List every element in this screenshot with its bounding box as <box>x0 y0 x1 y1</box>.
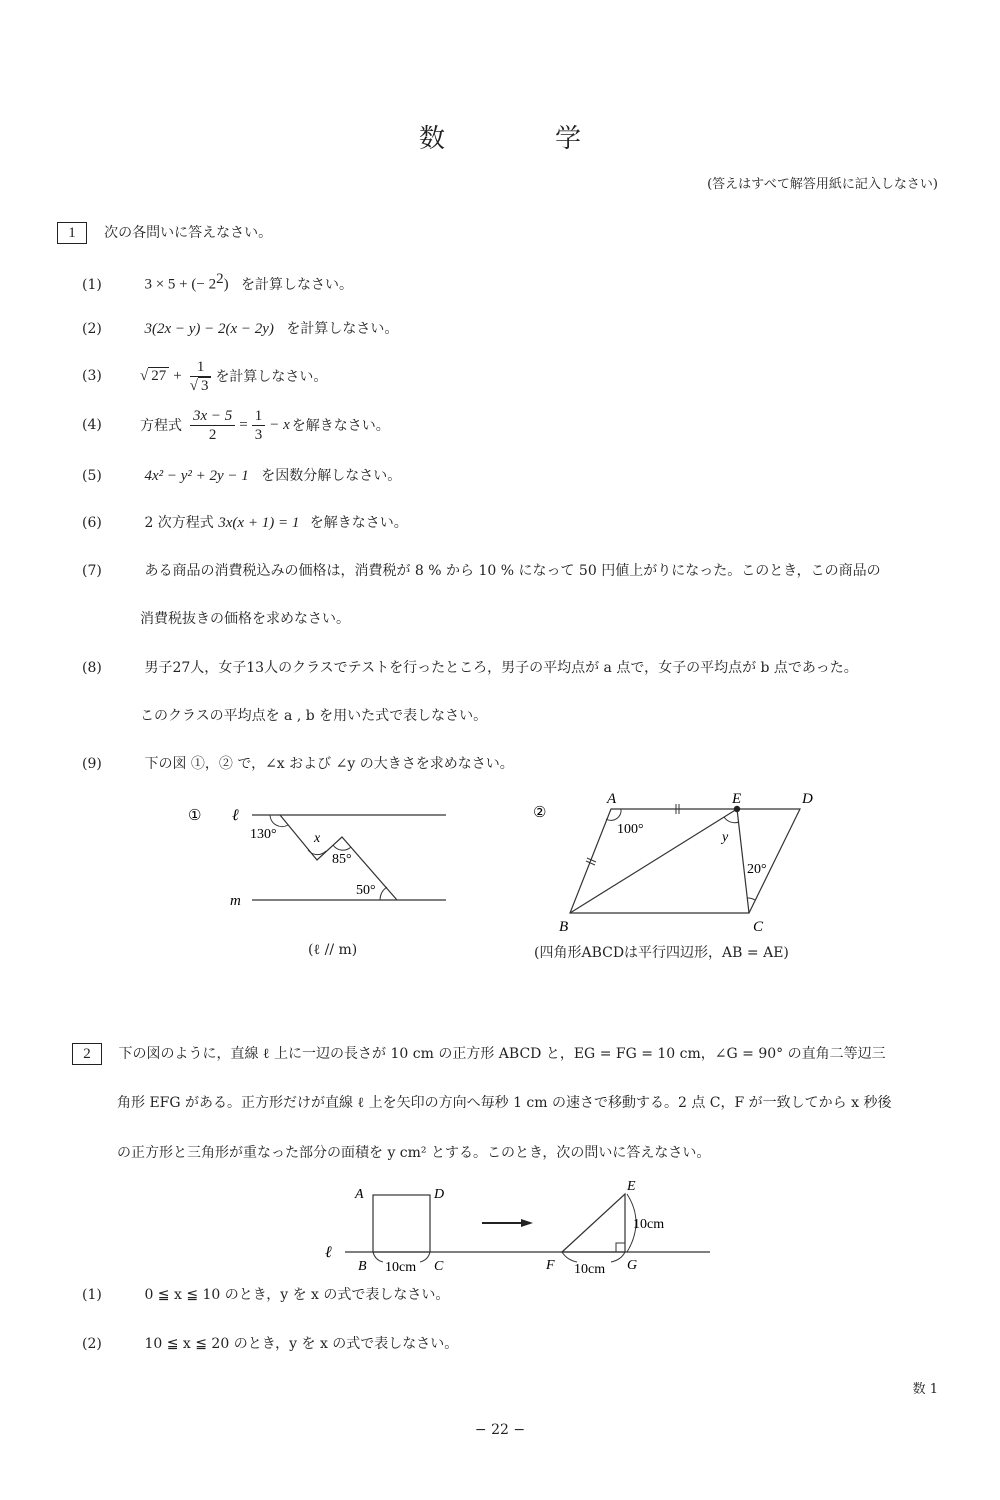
section2-text-line1: 下の図のように，直線 ℓ 上に一辺の長さが 10 cm の正方形 ABCD と，EG = FG = 10 cm，∠G = 90° の直角二等辺三 <box>118 1046 886 1062</box>
rhs-fraction <box>252 407 266 444</box>
triangle-height-length: 10cm <box>633 1217 665 1232</box>
side-brace-left <box>373 1252 383 1262</box>
denominator: 2 <box>208 426 217 443</box>
square-side-length: 10cm <box>385 1260 417 1275</box>
page-number: − 22 − <box>474 1422 526 1438</box>
square-vertex-a: A <box>355 1187 364 1202</box>
figure-1-caption: (ℓ // m) <box>308 942 358 958</box>
question-text: を解きなさい。 <box>291 418 390 434</box>
angle-130-label: 130° <box>250 827 277 842</box>
question-number: (4) <box>82 417 102 433</box>
question-number: (3) <box>82 368 102 384</box>
question-text: を解きなさい。 <box>309 515 408 531</box>
question-1-9 <box>82 753 514 773</box>
question-1-7 <box>82 560 881 580</box>
question-number: (5) <box>82 468 102 484</box>
line-l-label: ℓ <box>325 1244 332 1261</box>
question-2-1 <box>82 1284 449 1304</box>
section2-line2: 角形 EFG がある。正方形だけが直線 ℓ 上を矢印の方向へ毎秒 1 cm の速さで移動する。2 点 C，F が一致してから x 秒後 <box>117 1095 892 1111</box>
segment-be <box>570 809 737 913</box>
vertex-d-label: D <box>802 791 813 807</box>
section1-number-box: 1 <box>57 222 87 244</box>
question-2-2 <box>82 1333 458 1353</box>
square-vertex-c: C <box>434 1259 444 1274</box>
math-expression: 3 × 5 + (− 2 <box>144 276 217 293</box>
question-text-line1: 下の図 ①，② で，∠x および ∠y の大きさを求めなさい。 <box>144 756 514 772</box>
sqrt-27: √ 27 <box>140 368 169 385</box>
square-abcd <box>373 1195 430 1252</box>
question-1-6 <box>82 512 408 532</box>
triangle-vertex-e: E <box>627 1179 636 1194</box>
vertex-c-label: C <box>753 919 764 935</box>
superscript: 2 <box>216 271 224 287</box>
figure-1-marker: ① <box>188 808 202 824</box>
question-1-7-line2: 消費税抜きの価格を求めなさい。 <box>140 611 350 627</box>
angle-x-label: x <box>314 831 321 846</box>
angle-20-arc <box>747 898 755 900</box>
figure-2-marker: ② <box>533 805 547 821</box>
question-1-8-line2: このクラスの平均点を a , b を用いた式で表しなさい。 <box>140 708 488 724</box>
question-1-3 <box>82 356 327 396</box>
vertex-a-label: A <box>607 791 617 807</box>
instruction-note: (答えはすべて解答用紙に記入しなさい) <box>707 177 938 192</box>
angle-50-arc <box>380 887 387 900</box>
section2-number-box: 2 <box>72 1043 102 1065</box>
parallelogram-abcd <box>570 809 800 913</box>
triangle-vertex-g: G <box>627 1258 638 1273</box>
triangle-base-length: 10cm <box>574 1262 606 1277</box>
vertex-e-label: E <box>732 791 742 807</box>
vertex-b-label: B <box>559 919 569 935</box>
question-number: (2) <box>82 1336 102 1352</box>
question-text: 10 ≦ x ≦ 20 のとき，y を x の式で表しなさい。 <box>144 1336 459 1352</box>
lhs-fraction <box>190 407 235 444</box>
question-prefix: 方程式 <box>140 418 182 434</box>
side-brace-right <box>420 1252 430 1262</box>
question-number: (7) <box>82 563 102 579</box>
question-1-4 <box>82 405 390 445</box>
section1-heading: 次の各問いに答えなさい。 <box>104 225 273 241</box>
angle-y-label-text: y <box>722 830 729 845</box>
angle-50-label: 50° <box>356 883 376 898</box>
angle-85-label: 85° <box>332 852 352 867</box>
math-expression-tail: − x <box>269 416 290 433</box>
denominator: 3 <box>254 426 263 443</box>
title-left: 数 <box>418 124 445 154</box>
plus-sign: + <box>173 367 182 384</box>
section1-header <box>57 222 272 244</box>
question-text: を計算しなさい。 <box>215 369 328 385</box>
question-number: (8) <box>82 660 102 676</box>
radicand: 3 <box>198 377 212 394</box>
equals-sign: = <box>239 416 248 433</box>
section2-line3: の正方形と三角形が重なった部分の面積を y cm² とする。このとき，次の問いに答えなさい。 <box>117 1145 711 1161</box>
numerator: 3x − 5 <box>190 407 235 426</box>
triangle-vertex-f: F <box>546 1258 555 1273</box>
base-brace-right <box>611 1252 625 1262</box>
question-number: (1) <box>82 1287 102 1303</box>
direction-arrow-icon <box>521 1219 533 1227</box>
angle-20-label: 20° <box>747 862 767 877</box>
denominator: √ 3 <box>190 377 212 395</box>
numerator: 1 <box>190 358 212 377</box>
question-text: を因数分解しなさい。 <box>261 468 402 484</box>
figure-2-parallelogram <box>525 785 845 945</box>
square-vertex-b: B <box>358 1259 367 1274</box>
page-title <box>0 118 1000 155</box>
math-expression: 3x(x + 1) = 1 <box>218 515 300 531</box>
section2-line1 <box>72 1043 886 1065</box>
math-expression: 3(2x − y) − 2(x − 2y) <box>144 321 274 337</box>
square-vertex-d: D <box>434 1187 445 1202</box>
numerator: 1 <box>252 407 266 426</box>
question-number: (6) <box>82 515 102 531</box>
line-m-label: m <box>230 893 241 909</box>
question-number: (1) <box>82 276 102 293</box>
question-number: (9) <box>82 756 102 772</box>
question-1-2 <box>82 318 398 338</box>
angle-100-label: 100° <box>617 822 644 837</box>
question-1-5 <box>82 465 401 485</box>
question-1-8 <box>82 657 858 677</box>
question-text: を計算しなさい。 <box>286 321 399 337</box>
question-prefix: 2 次方程式 <box>144 515 214 531</box>
section-code: 数 1 <box>912 1382 938 1397</box>
title-right: 学 <box>555 124 582 154</box>
figure-square-triangle <box>315 1172 715 1280</box>
question-text-line1: 男子27人，女子13人のクラスでテストを行ったところ，男子の平均点が a 点で，女子の平均点が b 点であった。 <box>144 660 858 676</box>
question-number: (2) <box>82 321 102 337</box>
angle-y-arc <box>724 817 739 823</box>
math-expression: 4x² − y² + 2y − 1 <box>144 468 249 484</box>
math-expression-tail: ) <box>223 276 229 293</box>
question-text: を計算しなさい。 <box>241 276 354 293</box>
question-1-1 <box>82 271 353 294</box>
radicand: 27 <box>148 367 169 384</box>
segment-ec <box>737 809 749 913</box>
right-angle-mark <box>616 1243 625 1252</box>
fraction <box>190 358 212 395</box>
figure-2-caption: (四角形ABCDは平行四辺形，AB = AE) <box>534 945 789 961</box>
question-text: 0 ≦ x ≦ 10 のとき，y を x の式で表しなさい。 <box>144 1287 450 1303</box>
base-brace-left <box>562 1252 577 1262</box>
question-text-line1: ある商品の消費税込みの価格は，消費税が 8 % から 10 % になって 50 円値上がりになった。このとき，この商品の <box>144 563 881 579</box>
angle-85-arc <box>333 845 351 850</box>
line-l-label: ℓ <box>232 807 239 824</box>
